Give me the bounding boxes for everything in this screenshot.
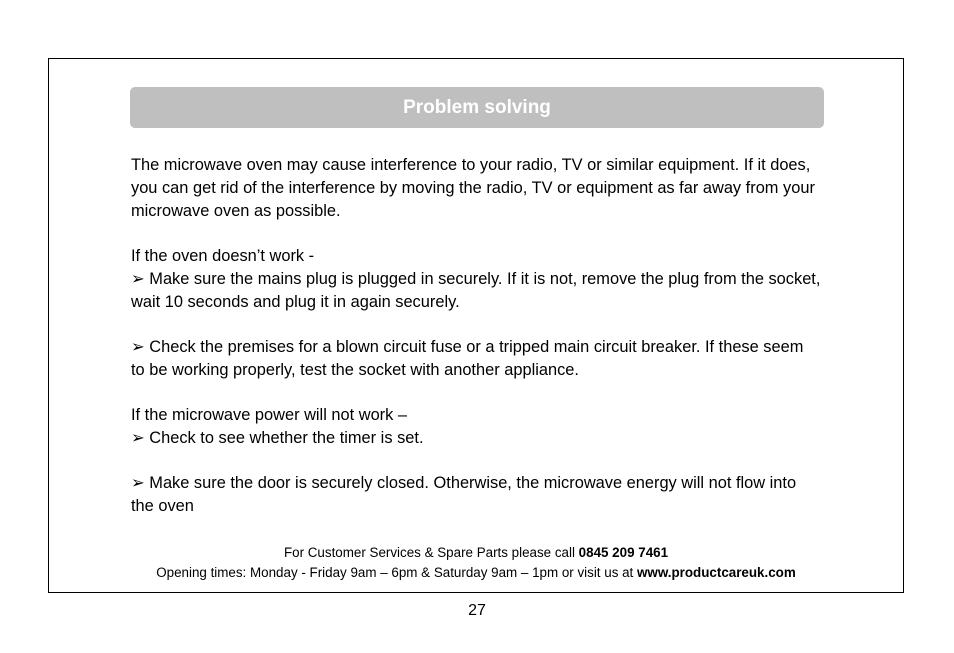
website-link[interactable]: www.productcareuk.com	[637, 565, 796, 580]
oven-not-working-heading: If the oven doesn’t work -	[131, 247, 315, 265]
mains-plug-bullet: ➢ Make sure the mains plug is plugged in securely. If it is not, remove the plug from the socket, wait 10 seconds and plug it in again securely.	[131, 270, 821, 311]
footer-call-text: For Customer Services & Spare Parts please call	[283, 545, 579, 560]
timer-bullet: ➢ Check to see whether the timer is set.	[131, 429, 424, 447]
footer-line-2	[48, 563, 904, 583]
power-not-working-heading: If the microwave power will not work –	[131, 406, 408, 424]
footer-hours-text: Opening times: Monday - Friday 9am – 6pm & Saturday 9am – 1pm or visit us at	[156, 565, 638, 580]
page-number: 27	[468, 602, 486, 619]
door-closed-bullet: ➢ Make sure the door is securely closed. Otherwise, the microwave energy will not flow into the oven	[131, 474, 797, 515]
intro-paragraph: The microwave oven may cause interference to your radio, TV or similar equipment. If it does, you can get rid of the interference by moving the radio, TV or equipment as far away from your microwave oven as possible.	[131, 156, 815, 220]
customer-service-footer	[48, 543, 904, 583]
main-content	[131, 154, 821, 518]
section-title-banner	[130, 87, 824, 128]
footer-line-1	[48, 543, 904, 563]
circuit-fuse-bullet: ➢ Check the premises for a blown circuit fuse or a tripped main circuit breaker. If these seem to be working properly, test the socket with another appliance.	[131, 338, 804, 379]
phone-number: 0845 209 7461	[578, 545, 669, 560]
section-title: Problem solving	[403, 96, 551, 118]
